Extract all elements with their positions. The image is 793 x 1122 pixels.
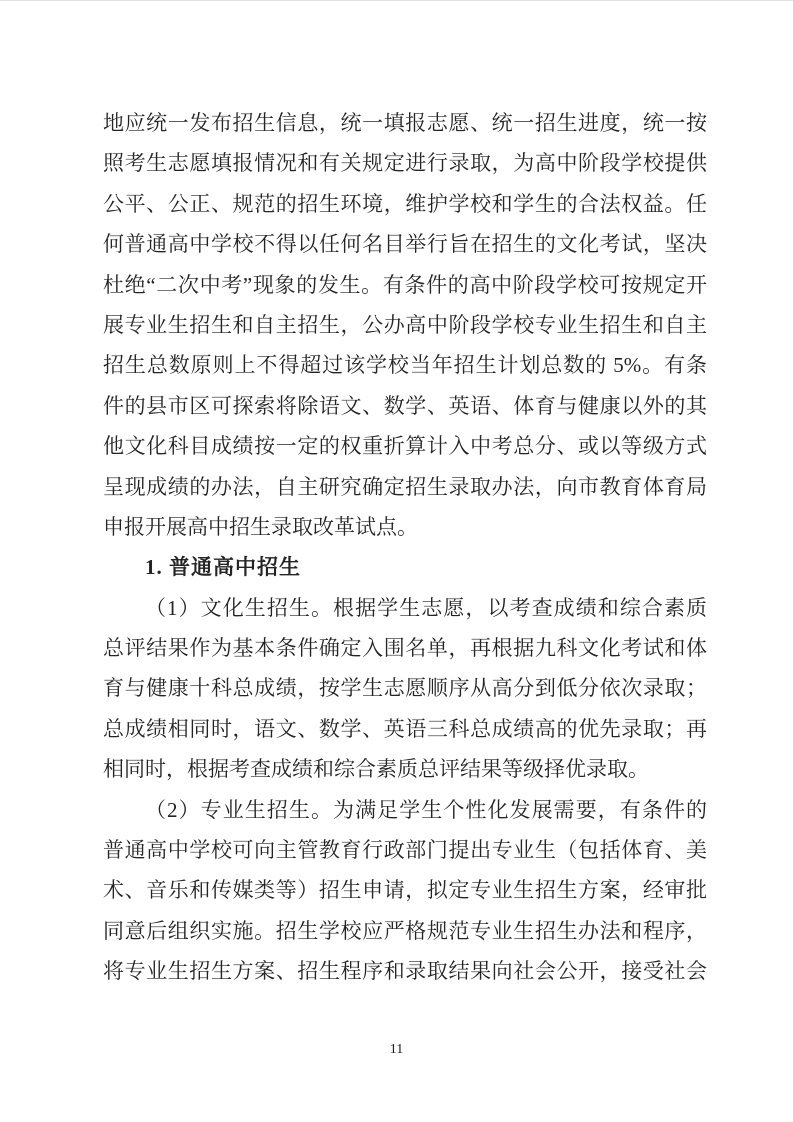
text-line: 将专业生招生方案、招生程序和录取结果向社会公开，接受社会 — [103, 959, 707, 984]
text-line: 他文化科目成绩按一定的权重折算计入中考总分、或以等级方式 — [103, 434, 707, 459]
paragraph-intro-continuation — [103, 103, 707, 547]
text-line: 普通高中学校可向主管教育行政部门提出专业生（包括体育、美 — [103, 838, 707, 863]
page-top-edge — [0, 0, 793, 1]
section-heading-text: 1. 普通高中招生 — [145, 555, 301, 580]
page-body-text — [103, 103, 707, 992]
text-line: 呈现成绩的办法，自主研究确定招生录取办法，向市教育体育局 — [103, 474, 707, 499]
text-line: 总成绩相同时，语文、数学、英语三科总成绩高的优先录取；再 — [103, 716, 707, 741]
text-line: 术、音乐和传媒类等）招生申请，拟定专业生招生方案，经审批 — [103, 878, 707, 903]
text-line: 展专业生招生和自主招生，公办高中阶段学校专业生招生和自主 — [103, 312, 707, 337]
text-line: 同意后组织实施。招生学校应严格规范专业生招生办法和程序， — [103, 918, 707, 943]
page-number: 11 — [389, 1042, 404, 1057]
text-line: 招生总数原则上不得超过该学校当年招生计划总数的 5%。有条 — [103, 353, 707, 378]
text-line: 件的县市区可探索将除语文、数学、英语、体育与健康以外的其 — [103, 393, 707, 418]
text-line: 公平、公正、规范的招生环境，维护学校和学生的合法权益。任 — [103, 191, 707, 216]
text-line: 育与健康十科总成绩，按学生志愿顺序从高分到低分依次录取； — [103, 676, 707, 701]
paragraph-specialty-student-enrollment — [103, 790, 707, 992]
section-heading-ordinary-high-school-enrollment — [103, 547, 707, 587]
text-line: 何普通高中学校不得以任何名目举行旨在招生的文化考试，坚决 — [103, 232, 707, 257]
text-line: 相同时，根据考查成绩和综合素质总评结果等级择优录取。 — [103, 757, 649, 782]
text-line: 杜绝“二次中考”现象的发生。有条件的高中阶段学校可按规定开 — [103, 272, 707, 297]
text-line: （1）文化生招生。根据学生志愿，以考查成绩和综合素质 — [145, 595, 707, 620]
paragraph-culture-student-enrollment — [103, 588, 707, 790]
text-line: 照考生志愿填报情况和有关规定进行录取，为高中阶段学校提供 — [103, 151, 707, 176]
text-line: 总评结果作为基本条件确定入围名单，再根据九科文化考试和体 — [103, 636, 707, 661]
text-line: （2）专业生招生。为满足学生个性化发展需要，有条件的 — [145, 797, 707, 822]
text-line: 申报开展高中招生录取改革试点。 — [103, 514, 418, 539]
text-line: 地应统一发布招生信息，统一填报志愿、统一招生进度，统一按 — [103, 111, 707, 135]
